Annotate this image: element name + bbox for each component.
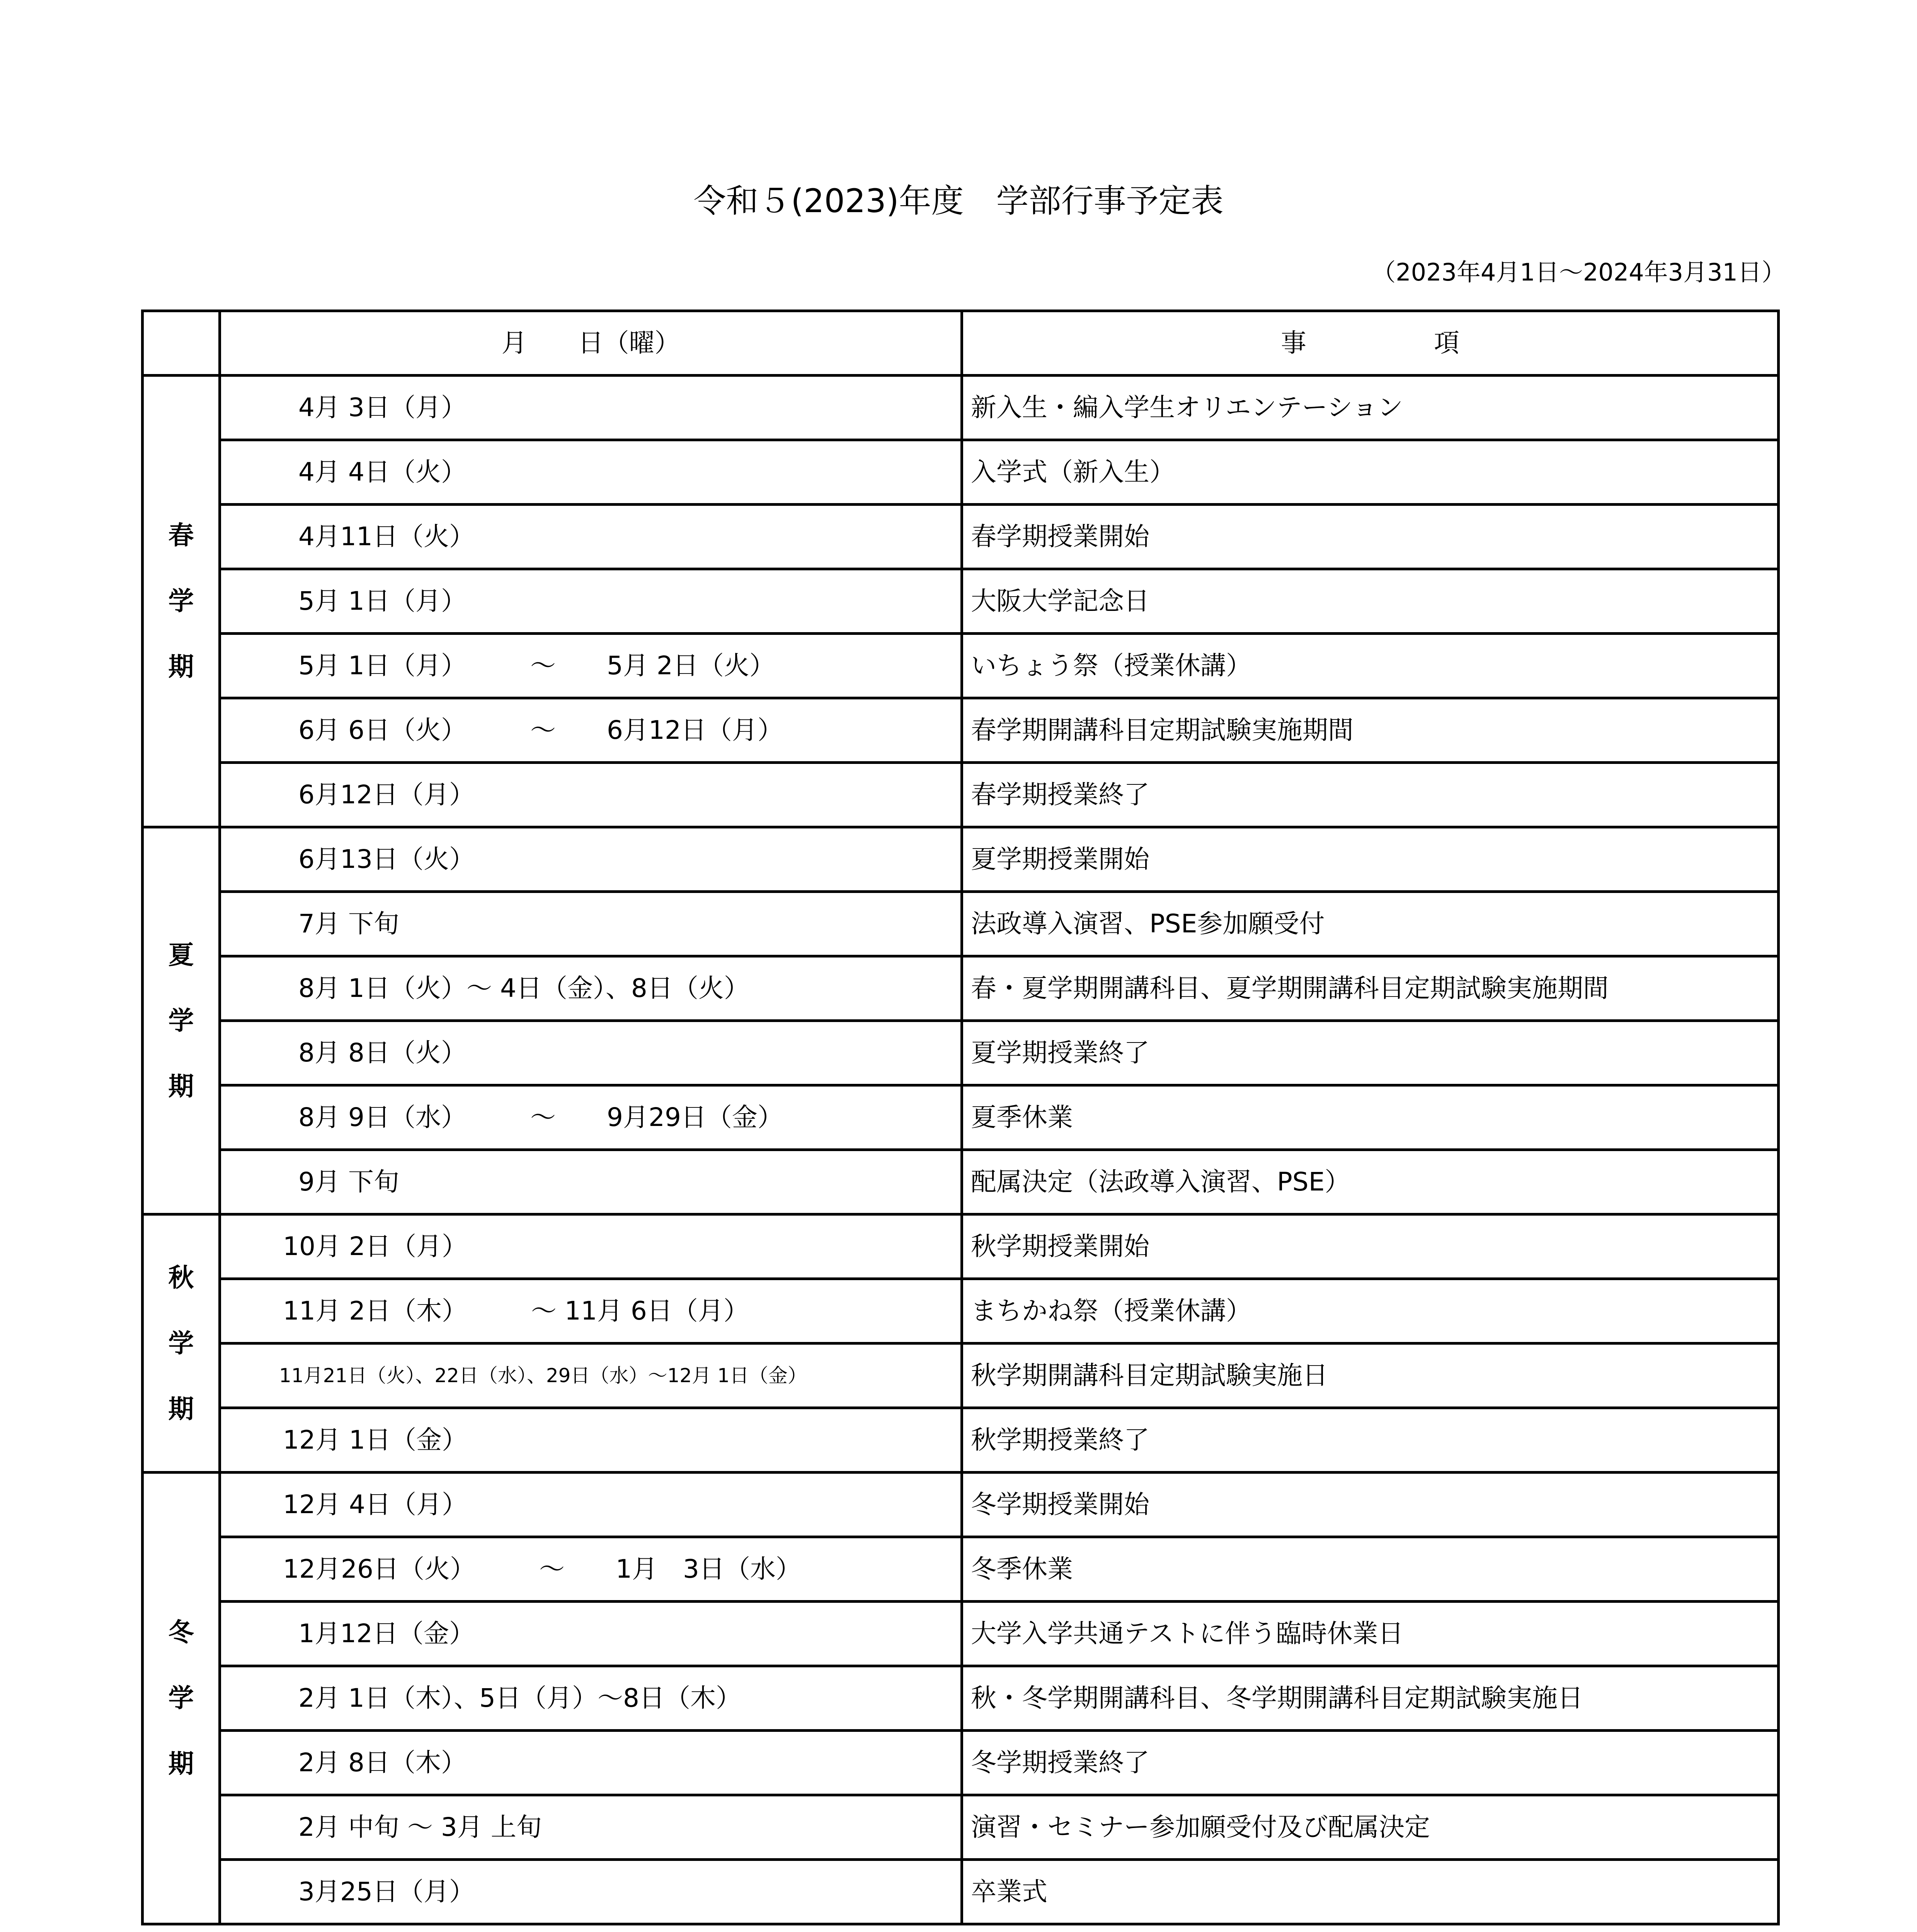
term-label [143,827,220,1214]
event-date: 9月 下旬 [220,1150,962,1214]
event-date: 2月 中旬 ～ 3月 上旬 [220,1795,962,1860]
table-header-row [143,311,1779,376]
event-description: 春学期授業開始 [962,505,1779,569]
table-row [143,1666,1779,1731]
event-description: 卒業式 [962,1860,1779,1924]
event-description: 配属決定（法政導入演習、PSE） [962,1150,1779,1214]
event-description: 秋学期開講科目定期試験実施日 [962,1344,1779,1408]
term-label [143,1214,220,1473]
event-date: 8月 9日（水） ～ 9月29日（金） [220,1085,962,1150]
event-date: 5月 1日（月） [220,569,962,634]
table-row [143,1344,1779,1408]
term-label-char: 期 [168,1749,194,1779]
event-date: 11月21日（火）、22日（水）、29日（水）～12月 1日（金） [220,1344,962,1408]
schedule-body [143,376,1779,1924]
event-description: 大学入学共通テストに伴う臨時休業日 [962,1602,1779,1666]
event-description: 冬学期授業開始 [962,1473,1779,1537]
event-description: 入学式（新入生） [962,440,1779,505]
event-description: 演習・セミナー参加願受付及び配属決定 [962,1795,1779,1860]
term-label-char: 期 [168,1071,194,1101]
event-description: 大阪大学記念日 [962,569,1779,634]
table-row [143,1537,1779,1602]
event-description: 夏学期授業開始 [962,827,1779,892]
event-description: 秋・冬学期開講科目、冬学期開講科目定期試験実施日 [962,1666,1779,1731]
table-row [143,376,1779,440]
schedule-table [141,310,1780,1925]
table-row [143,1731,1779,1795]
table-row [143,1860,1779,1924]
event-date: 5月 1日（月） ～ 5月 2日（火） [220,634,962,698]
header-term-cell [143,311,220,376]
event-description: 春学期開講科目定期試験実施期間 [962,698,1779,763]
event-description: 春学期授業終了 [962,763,1779,827]
table-row [143,763,1779,827]
event-date: 10月 2日（月） [220,1214,962,1279]
term-label-char: 秋 [168,1262,194,1293]
table-row [143,1150,1779,1214]
table-row [143,956,1779,1021]
term-label-char: 冬 [168,1617,194,1647]
event-date: 6月13日（火） [220,827,962,892]
event-date: 2月 8日（木） [220,1731,962,1795]
event-date: 12月 1日（金） [220,1408,962,1473]
term-label-char: 学 [168,586,194,616]
table-row [143,827,1779,892]
term-label [143,1473,220,1924]
term-label-char: 学 [168,1328,194,1358]
table-row [143,1602,1779,1666]
table-row [143,1214,1779,1279]
event-date: 4月11日（火） [220,505,962,569]
table-row [143,1085,1779,1150]
event-date: 11月 2日（木） ～ 11月 6日（月） [220,1279,962,1344]
event-description: 冬季休業 [962,1537,1779,1602]
table-row [143,1795,1779,1860]
event-description: 夏学期授業終了 [962,1021,1779,1085]
term-label-char: 学 [168,1683,194,1713]
event-description: 法政導入演習、PSE参加願受付 [962,892,1779,956]
table-row [143,1408,1779,1473]
event-description: 新入生・編入学生オリエンテーション [962,376,1779,440]
event-description: 秋学期授業終了 [962,1408,1779,1473]
table-row [143,1021,1779,1085]
term-label-char: 学 [168,1005,194,1036]
table-row [143,1279,1779,1344]
term-label-char: 期 [168,1394,194,1424]
event-description: 春・夏学期開講科目、夏学期開講科目定期試験実施期間 [962,956,1779,1021]
table-row [143,698,1779,763]
table-row [143,892,1779,956]
event-description: 夏季休業 [962,1085,1779,1150]
event-date: 7月 下旬 [220,892,962,956]
header-item: 事 項 [962,311,1779,376]
event-description: 秋学期授業開始 [962,1214,1779,1279]
event-date: 8月 8日（火） [220,1021,962,1085]
event-date: 1月12日（金） [220,1602,962,1666]
header-date: 月 日（曜） [220,311,962,376]
page-title: 令和５(2023)年度 学部行事予定表 [693,182,1224,220]
event-date: 12月26日（火） ～ 1月 3日（水） [220,1537,962,1602]
term-label-char: 春 [168,520,194,550]
event-date: 2月 1日（木）、5日（月）～8日（木） [220,1666,962,1731]
event-description: いちょう祭（授業休講） [962,634,1779,698]
term-label [143,376,220,827]
table-row [143,634,1779,698]
event-date: 4月 3日（月） [220,376,962,440]
event-date: 4月 4日（火） [220,440,962,505]
table-row [143,505,1779,569]
event-date: 12月 4日（月） [220,1473,962,1537]
table-row [143,569,1779,634]
event-description: 冬学期授業終了 [962,1731,1779,1795]
event-description: まちかね祭（授業休講） [962,1279,1779,1344]
event-date: 6月 6日（火） ～ 6月12日（月） [220,698,962,763]
event-date: 6月12日（月） [220,763,962,827]
table-row [143,440,1779,505]
term-label-char: 夏 [168,940,194,970]
event-date: 3月25日（月） [220,1860,962,1924]
term-label-char: 期 [168,652,194,682]
period-range: （2023年4月1日～2024年3月31日） [1372,258,1786,286]
event-date: 8月 1日（火）～ 4日（金）、8日（火） [220,956,962,1021]
table-row [143,1473,1779,1537]
